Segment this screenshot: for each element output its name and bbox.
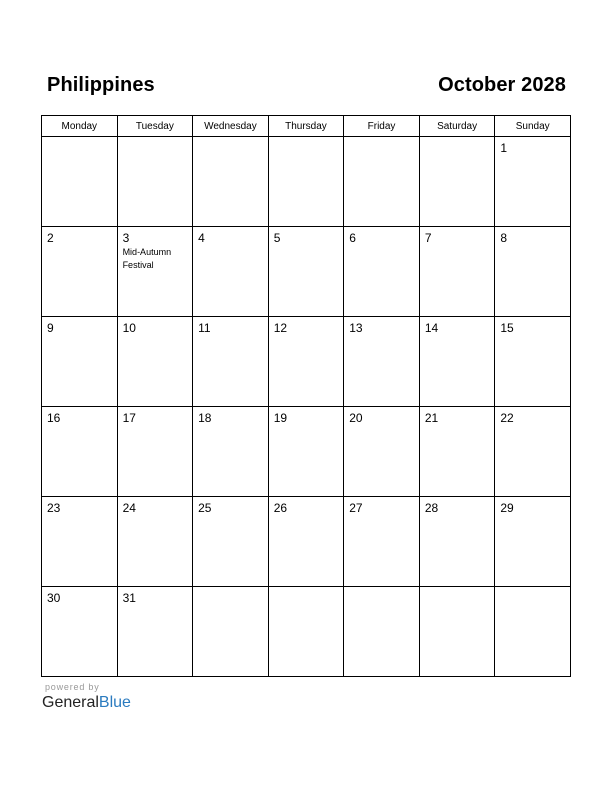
day-cell: [268, 227, 344, 317]
day-number: 8: [500, 231, 508, 245]
empty-day-cell: [117, 137, 193, 227]
day-number: 17: [122, 411, 136, 425]
day-cell: [495, 497, 571, 587]
day-number: 30: [47, 591, 61, 605]
day-cell: [42, 317, 118, 407]
day-number: 21: [424, 411, 439, 425]
day-cell: [344, 227, 420, 317]
day-cell: [344, 317, 420, 407]
empty-day-cell: [268, 137, 344, 227]
day-cell: [419, 317, 495, 407]
day-number: 2: [47, 231, 54, 245]
empty-day-cell: [419, 137, 495, 227]
empty-day-cell: [419, 587, 495, 677]
day-number: 28: [424, 501, 439, 515]
day-cell: [419, 497, 495, 587]
brand-blue-text: Blue: [98, 694, 131, 711]
calendar-body: [42, 137, 571, 677]
weekday-header-row: [42, 116, 571, 137]
weekday-header-saturday: Saturday: [419, 116, 495, 137]
empty-day-cell: [193, 587, 269, 677]
powered-by-text: powered by: [45, 682, 100, 692]
week-row: [42, 137, 571, 227]
empty-day-cell: [42, 137, 118, 227]
day-number: 16: [47, 411, 61, 425]
day-number: 23: [47, 501, 61, 515]
day-cell: [344, 497, 420, 587]
day-number: 25: [198, 501, 212, 515]
day-cell: [193, 317, 269, 407]
brand-general-text: General: [42, 694, 99, 711]
weekday-header-tuesday: Tuesday: [117, 116, 193, 137]
day-cell: [419, 407, 495, 497]
weekday-header-thursday: Thursday: [268, 116, 344, 137]
weekday-header-friday: Friday: [344, 116, 420, 137]
day-number: 27: [349, 501, 363, 515]
month-year-title: October 2028: [438, 73, 566, 96]
day-cell: [42, 497, 118, 587]
day-cell: [42, 407, 118, 497]
footer: [42, 682, 131, 712]
day-number: 5: [273, 231, 281, 245]
day-cell: [117, 227, 193, 317]
country-title: Philippines: [47, 73, 155, 96]
day-cell: [117, 317, 193, 407]
day-number: 29: [500, 501, 514, 515]
day-cell: [495, 317, 571, 407]
day-cell: [117, 587, 193, 677]
generalblue-logo: [42, 694, 131, 712]
day-cell: [344, 407, 420, 497]
empty-day-cell: [193, 137, 269, 227]
day-number: 18: [198, 411, 212, 425]
weekday-header-monday: Monday: [42, 116, 118, 137]
day-number: 4: [198, 231, 205, 245]
day-number: 11: [198, 321, 211, 335]
week-row: [42, 407, 571, 497]
day-cell: [193, 227, 269, 317]
day-cell: [42, 587, 118, 677]
day-cell: [193, 407, 269, 497]
weekday-header-wednesday: Wednesday: [193, 116, 269, 137]
day-number: 7: [424, 231, 432, 245]
day-number: 3: [122, 231, 130, 245]
day-cell: [495, 407, 571, 497]
day-cell: [42, 227, 118, 317]
day-number: 1: [500, 141, 508, 155]
holiday-event: Mid-Autumn Festival: [122, 247, 172, 270]
calendar-header: [42, 72, 566, 98]
calendar-grid: [41, 115, 571, 677]
day-cell: [268, 407, 344, 497]
day-number: 31: [122, 591, 136, 605]
day-cell: [268, 317, 344, 407]
week-row: [42, 317, 571, 407]
day-number: 22: [500, 411, 514, 425]
day-number: 26: [273, 501, 288, 515]
day-cell: [495, 137, 571, 227]
week-row: [42, 497, 571, 587]
day-number: 15: [500, 321, 514, 335]
day-cell: [117, 497, 193, 587]
day-cell: [117, 407, 193, 497]
day-number: 13: [349, 321, 363, 335]
day-number: 19: [273, 411, 288, 425]
week-row: [42, 587, 571, 677]
day-number: 20: [349, 411, 363, 425]
day-number: 10: [122, 321, 136, 335]
day-number: 24: [122, 501, 136, 515]
empty-day-cell: [344, 587, 420, 677]
day-number: 14: [424, 321, 439, 335]
empty-day-cell: [495, 587, 571, 677]
empty-day-cell: [268, 587, 344, 677]
week-row: [42, 227, 571, 317]
day-cell: [268, 497, 344, 587]
day-number: 9: [47, 321, 54, 335]
weekday-header-sunday: Sunday: [495, 116, 571, 137]
day-number: 6: [349, 231, 356, 245]
empty-day-cell: [344, 137, 420, 227]
day-cell: [193, 497, 269, 587]
day-cell: [419, 227, 495, 317]
day-number: 12: [273, 321, 288, 335]
day-cell: [495, 227, 571, 317]
